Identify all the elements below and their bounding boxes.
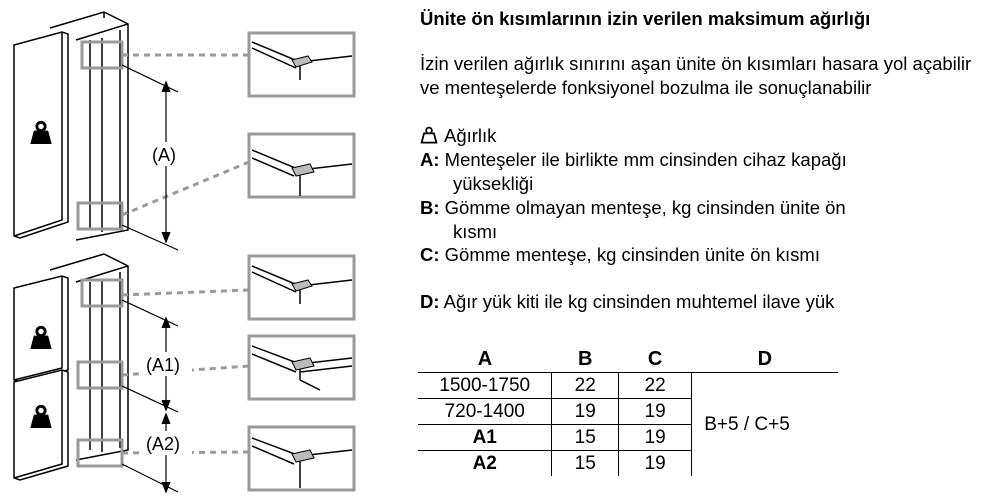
description-text: İzin verilen ağırlık sınırını aşan ünite ön kısımları hasara yol açabilir ve menteşelerde fonksiyonel bozulma ile sonuçlanabilir [420, 53, 972, 98]
header-b: B [552, 346, 619, 373]
cell-b: 19 [552, 399, 619, 425]
header-d: D [692, 346, 838, 373]
cell-c: 19 [619, 451, 692, 477]
legend-a-continued: yüksekliği [453, 173, 534, 194]
detail-top-hinge [249, 33, 354, 96]
legend-c [420, 243, 820, 267]
weight-table [418, 346, 838, 476]
page-title: Ünite ön kısımlarının izin verilen maksimum ağırlığı [420, 8, 871, 29]
legend-a-key: A: [420, 149, 440, 170]
double-door-appliance [14, 254, 128, 480]
text-panel [420, 0, 995, 340]
detail-lower-middle-hinge [249, 336, 354, 399]
detail-lower-bottom-hinge [249, 427, 354, 490]
legend-b-key: B: [420, 197, 440, 218]
installation-diagram [0, 0, 410, 500]
cell-d: B+5 / C+5 [704, 413, 790, 435]
hinge-highlight-lower-middle [78, 362, 122, 388]
weight-icon [420, 126, 438, 144]
cell-a: A1 [418, 425, 552, 451]
legend-b-text: Gömme olmayan menteşe, kg cinsinden ünite ön [444, 197, 846, 218]
cell-b: 15 [552, 451, 619, 477]
legend-b [420, 196, 846, 220]
cell-c: 22 [619, 373, 692, 399]
header-c: C [619, 346, 692, 373]
table-row [418, 373, 838, 399]
legend-weight-text: Ağırlık [444, 125, 497, 146]
label-a1: (A1) [146, 355, 181, 375]
label-a: (A) [152, 145, 176, 165]
legend-d-text: Ağır yük kiti ile kg cinsinden muhtemel ilave yük [443, 291, 835, 312]
cell-c: 19 [619, 399, 692, 425]
legend-d [420, 290, 834, 314]
cell-b: 15 [552, 425, 619, 451]
cell-a: 1500-1750 [418, 373, 552, 399]
detail-bottom-hinge [249, 134, 354, 197]
label-a2: (A2) [146, 434, 181, 454]
cell-b: 22 [552, 373, 619, 399]
table-header-row [418, 346, 838, 373]
detail-lower-top-hinge [249, 256, 354, 319]
upper-door-panel [14, 276, 68, 382]
cell-a: A2 [418, 451, 552, 477]
legend-d-key: D: [420, 291, 440, 312]
header-a: A [418, 346, 552, 373]
cell-c: 19 [619, 425, 692, 451]
legend-weight [420, 124, 496, 148]
legend-b-continued: kısmı [453, 221, 498, 242]
legend-c-key: C: [420, 244, 440, 265]
legend-c-text: Gömme menteşe, kg cinsinden ünite ön kısmı [444, 244, 820, 265]
legend-a-text: Menteşeler ile birlikte mm cinsinden cihaz kapağı [444, 149, 847, 170]
hinge-highlight-bottom [78, 203, 122, 229]
cell-a: 720-1400 [418, 399, 552, 425]
single-door-appliance [14, 12, 128, 240]
legend-a [420, 148, 847, 172]
